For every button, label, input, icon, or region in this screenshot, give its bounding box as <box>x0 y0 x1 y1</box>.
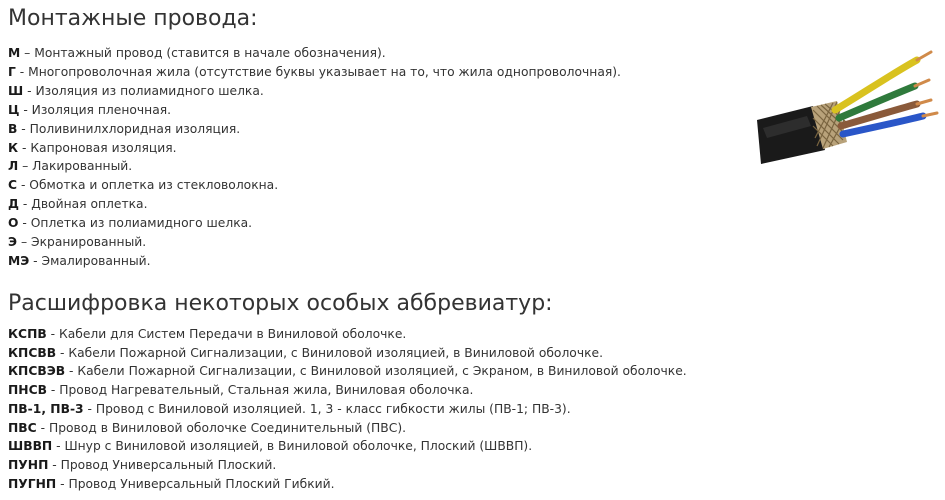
list-item <box>8 101 621 120</box>
term-description: - Шнур с Виниловой изоляцией, в Виниловой оболочке, Плоский (ШВВП). <box>52 439 533 454</box>
term-code: МЭ <box>8 253 30 268</box>
term-description: - Кабели для Систем Передачи в Виниловой оболочке. <box>46 327 407 341</box>
term-code: ПВ-1, ПВ-3 <box>8 401 84 416</box>
term-description: - Изоляция пленочная. <box>19 102 172 117</box>
list-item <box>8 381 687 400</box>
list-item <box>8 456 687 475</box>
term-code: К <box>8 140 19 155</box>
term-code: С <box>8 178 18 193</box>
list-item <box>8 120 621 139</box>
term-code: КПСВВ <box>8 345 57 360</box>
term-code: Г <box>8 64 16 79</box>
term-code: Э <box>8 235 18 250</box>
term-code: ПНСВ <box>8 383 47 398</box>
list-item <box>8 44 621 63</box>
term-description: - Провод в Виниловой оболочке Соединительный (ПВС). <box>36 420 407 435</box>
list-item <box>8 195 621 214</box>
abbreviations-section <box>8 291 687 493</box>
term-description: - Поливинилхлоридная изоляция. <box>17 121 241 136</box>
term-description: - Двойная оплетка. <box>18 197 148 212</box>
list-item <box>8 419 687 438</box>
term-code: КПСВЭВ <box>8 364 66 379</box>
list-item <box>8 63 621 82</box>
term-code: Д <box>8 197 19 212</box>
term-description: - Провод Универсальный Плоский Гибкий. <box>56 476 335 491</box>
term-description: – Лакированный. <box>18 159 133 174</box>
term-description: – Экранированный. <box>17 235 147 250</box>
term-description: - Провод Универсальный Плоский. <box>48 457 277 472</box>
list-item <box>8 139 621 158</box>
term-description: - Кабели Пожарной Сигнализации, с Виниловой изоляцией, в Виниловой оболочке. <box>56 345 604 360</box>
list-item <box>8 400 687 419</box>
term-code: ПУНП <box>8 457 49 472</box>
term-description: - Провод Нагревательный, Стальная жила, Виниловая оболочка. <box>46 383 474 398</box>
term-description: - Оплетка из полиамидного шелка. <box>18 216 253 231</box>
list-item <box>8 325 687 344</box>
list-item <box>8 362 687 381</box>
mounting-wires-list <box>8 44 621 271</box>
term-description: - Изоляция из полиамидного шелка. <box>23 83 264 98</box>
term-description: - Многопроволочная жила (отсутствие буквы указывает на то, что жила однопроволочная). <box>15 64 621 79</box>
abbreviations-heading: Расшифровка некоторых особых аббревиатур: <box>8 291 553 316</box>
list-item <box>8 233 621 252</box>
term-code: Л <box>8 159 19 174</box>
mounting-wires-heading: Монтажные провода: <box>8 6 258 31</box>
term-description: - Эмалированный. <box>29 253 151 268</box>
term-code: Ш <box>8 83 24 98</box>
list-item <box>8 437 687 456</box>
list-item <box>8 475 687 494</box>
term-description: - Обмотка и оплетка из стекловолокна. <box>17 178 279 193</box>
term-code: ПУГНП <box>8 476 57 491</box>
term-code: М <box>8 46 21 60</box>
term-description: - Кабели Пожарной Сигнализации, с Виниловой изоляцией, с Экраном, в Виниловой оболочке. <box>65 364 687 379</box>
cable-illustration <box>755 48 940 166</box>
list-item <box>8 157 621 176</box>
term-code: В <box>8 121 18 136</box>
cable-wires <box>835 60 923 134</box>
term-code: ШВВП <box>8 439 53 454</box>
list-item <box>8 214 621 233</box>
term-description: – Монтажный провод (ставится в начале обозначения). <box>20 46 386 60</box>
list-item <box>8 82 621 101</box>
term-code: О <box>8 216 19 231</box>
list-item <box>8 176 621 195</box>
term-code: Ц <box>8 102 20 117</box>
term-code: ПВС <box>8 420 37 435</box>
mounting-wires-section <box>8 6 621 271</box>
term-description: - Капроновая изоляция. <box>18 140 177 155</box>
abbreviations-list <box>8 325 687 493</box>
list-item <box>8 344 687 363</box>
term-code: КСПВ <box>8 327 47 341</box>
term-description: - Провод с Виниловой изоляцией. 1, 3 - класс гибкости жилы (ПВ-1; ПВ-3). <box>83 401 571 416</box>
list-item <box>8 252 621 271</box>
